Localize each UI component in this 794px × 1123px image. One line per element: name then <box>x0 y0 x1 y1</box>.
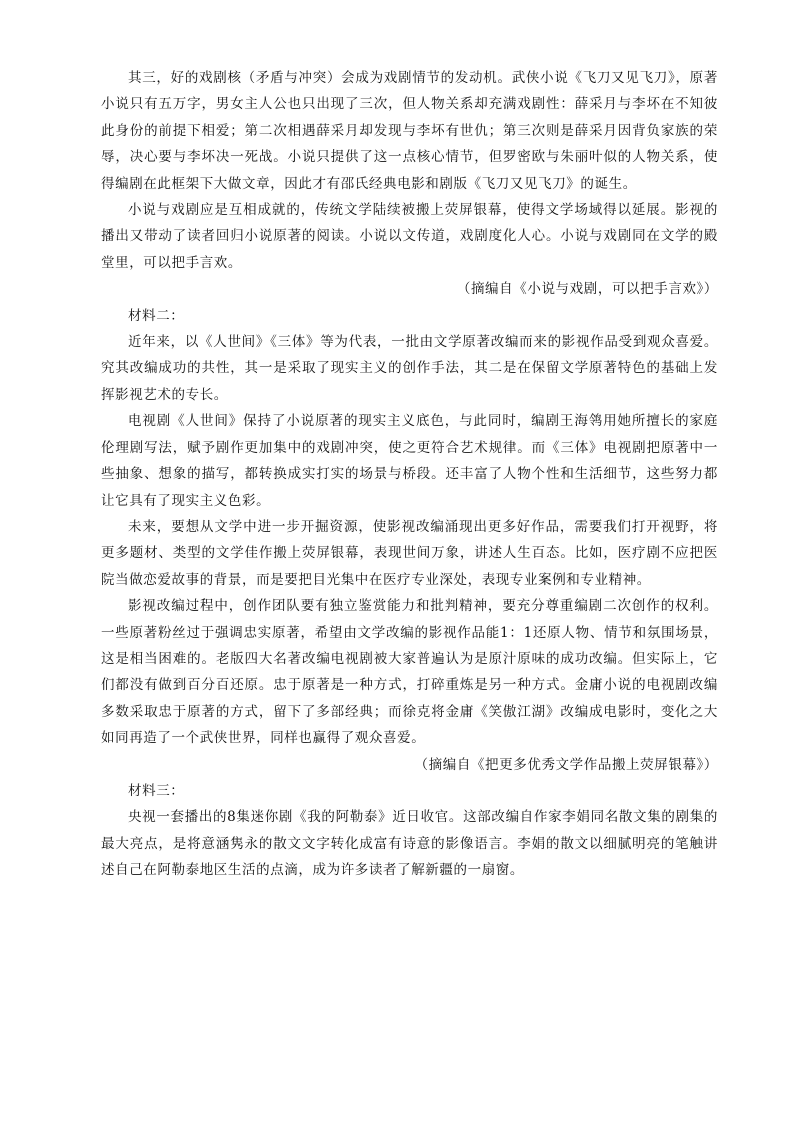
paragraph-renshijian: 电视剧《人世间》保持了小说原著的现实主义底色，与此同时，编剧王海鸰用她所擅长的家庭伦理剧写法，赋予剧作更加集中的戏剧冲突，使之更符合艺术规律。而《三体》电视剧把原著中一些抽象、想象的描写，都转换成实打实的场景与桥段。还丰富了人物个性和生活细节，这些努力都让它具有了现实主义色彩。 <box>101 413 718 509</box>
paragraph-novel-drama-mutual: 小说与戏剧应是互相成就的，传统文学陆续被搬上荧屏银幕，使得文学场域得以延展。影视的播出又带动了读者回归小说原著的阅读。小说以文传道，戏剧度化人心。小说与戏剧同在文学的殿堂里，可以把手言欢。 <box>101 202 718 271</box>
source-citation-1: （摘编自《小说与戏剧，可以把手言欢》） <box>456 281 718 298</box>
document-body <box>101 65 718 884</box>
paragraph-recent-years: 近年来，以《人世间》《三体》等为代表，一批由文学原著改编而来的影视作品受到观众喜爱。究其改编成功的共性，其一是采取了现实主义的创作手法，其二是在保留文学原著特色的基础上发挥影视艺术的专长。 <box>101 334 718 403</box>
paragraph-adaptation-process: 影视改编过程中，创作团队要有独立鉴赏能力和批判精神，要充分尊重编剧二次创作的权利。一些原著粉丝过于强调忠实原著，希望由文学改编的影视作品能1：1还原人物、情节和氛围场景，这是相当困难的。老版四大名著改编电视剧被大家普遍认为是原汁原味的成功改编。但实际上，它们都没有做到百分百还原。忠于原著是一种方式，打碎重炼是另一种方式。金庸小说的电视剧改编多数采取忠于原著的方式，留下了多部经典；而徐克将金庸《笑傲江湖》改编成电影时，变化之大如同再造了一个武侠世界，同样也赢得了观众喜爱。 <box>101 598 718 747</box>
paragraph-altay: 央视一套播出的8集迷你剧《我的阿勒泰》近日收官。这部改编自作家李娟同名散文集的剧集的最大亮点，是将意涵隽永的散文文字转化成富有诗意的影像语言。李娟的散文以细腻明亮的笔触讲述自己在阿勒泰地区生活的点滴，成为许多读者了解新疆的一扇窗。 <box>101 809 718 879</box>
paragraph-third-point: 其三，好的戏剧核（矛盾与冲突）会成为戏剧情节的发动机。武侠小说《飞刀又见飞刀》，原著小说只有五万字，男女主人公也只出现了三次，但人物关系却充满戏剧性：薛采月与李坏在不知彼此身份的前提下相爱；第二次相遇薛采月却发现与李坏有世仇；第三次则是薛采月因背负家族的荣辱，决心要与李坏决一死战。小说只提供了这一点核心情节，但罗密欧与朱丽叶似的人物关系，使得编剧在此框架下大做文章，因此才有邵氏经典电影和剧版《飞刀又见飞刀》的诞生。 <box>101 70 718 192</box>
material-three-heading: 材料三： <box>128 782 185 799</box>
source-citation-2: （摘编自《把更多优秀文学作品搬上荧屏银幕》） <box>414 756 718 773</box>
paragraph-future: 未来，要想从文学中进一步开掘资源，使影视改编涌现出更多好作品，需要我们打开视野，将更多题材、类型的文学佳作搬上荧屏银幕，表现世间万象，讲述人生百态。比如，医疗剧不应把医院当做恋爱故事的背景，而是要把目光集中在医疗专业深处，表现专业案例和专业精神。 <box>101 518 718 588</box>
material-two-heading: 材料二： <box>128 307 185 324</box>
